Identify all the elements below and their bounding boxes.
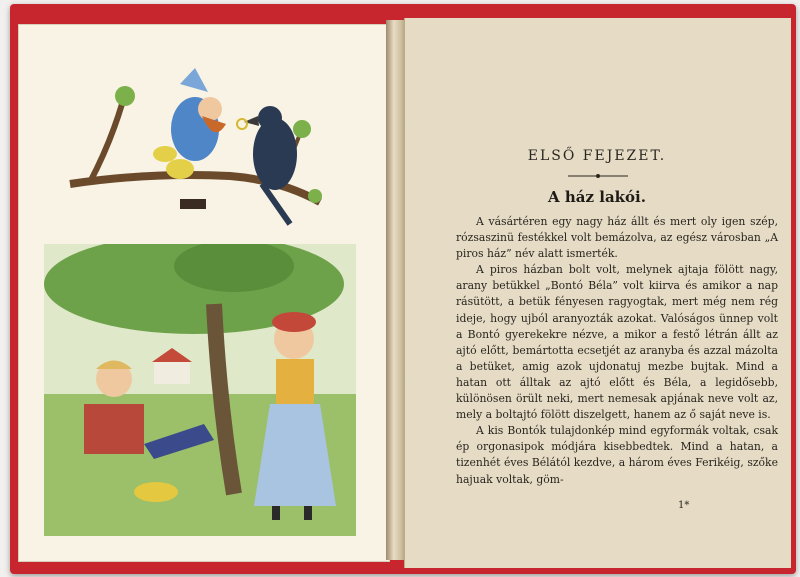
body-text <box>456 214 778 488</box>
chapter-heading: ELSŐ FEJEZET. <box>527 148 667 164</box>
paragraph: A vásártéren egy nagy ház állt és mert oly igen szép, rózsaszinü festékkel volt bemázolva, az egész városban „A piros ház” név alatt ismerték. <box>456 215 778 261</box>
children-tree-illustration <box>44 244 356 536</box>
paragraph: A piros házban bolt volt, melynek ajtaja fölött nagy, arany betükkel „Bontó Béla” volt kiirva és amikor a nap rásütött, a betük fényesen ragyogtak, mert még nem rég ideje, hogy ujból aranyozták azokat. Valóságos ünnep volt a Bontó gyerekekre nézve, a mikor a festő létrán állt az ajtó előtt, bemártotta ecsetjét az aranyba és azzal mázolta a betüket, amig azok ujdonatuj mezbe bujtak. Mind a hatan ott álltak az ajtó előtt és Béla, a legidősebb, különösen örült neki, mert nemesak apjának neve volt az, mely a boltajtó fölött diszelgett, hanem az ő saját neve is. <box>456 263 778 422</box>
paragraph: A kis Bontók tulajdonkép mind egyformák voltak, csak ép orgonasipok módjára kisebbedtek. Mind a hatan, a tizenhét éves Bélától kezdve, a három éves Ferikéig, szőke hajuak voltak, göm- <box>456 424 778 486</box>
ornament-rule <box>568 172 628 180</box>
section-title: A ház lakói. <box>548 188 646 206</box>
page-mark: 1* <box>678 500 690 511</box>
gnome-raven-illustration <box>30 34 378 234</box>
